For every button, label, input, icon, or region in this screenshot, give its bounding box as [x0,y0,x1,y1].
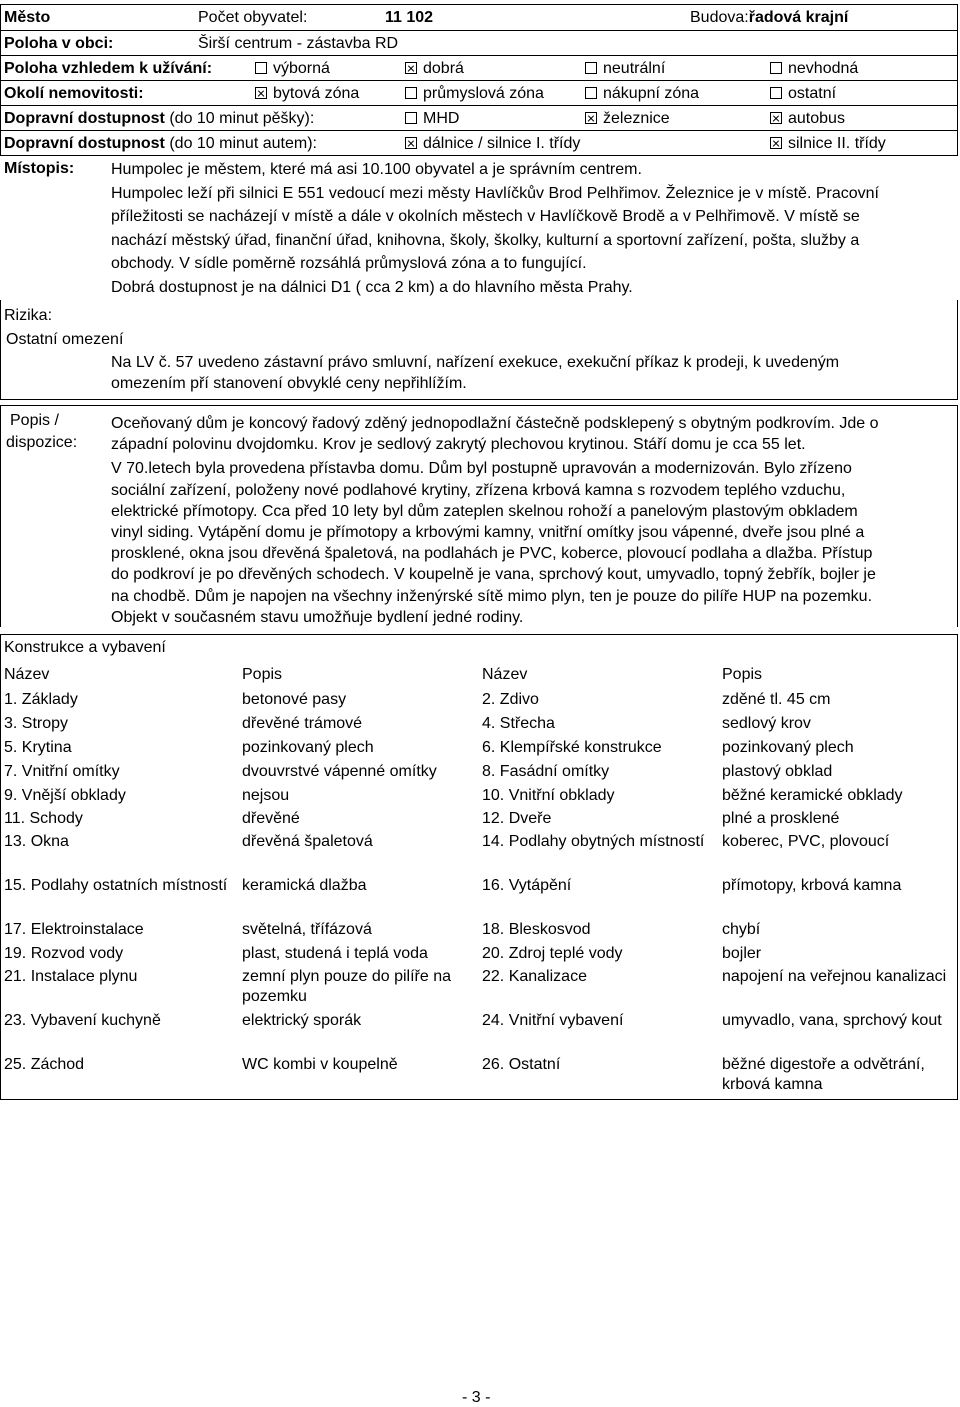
table-cell-popis: elektrický sporák [242,1012,362,1029]
okoli-label: Okolí nemovitosti: [4,85,144,102]
checkbox-icon [770,62,782,74]
poloha-obec-label: Poloha v obci: [4,35,114,52]
option-label: dálnice / silnice I. třídy [423,135,581,152]
table-cell-nazev: 8. Fasádní omítky [482,763,610,780]
text-line: na chodbě. Dům je napojen na všechny inženýrské sítě mimo plyn, ten je pouze do pilíře HUP na pozemku. [111,587,873,605]
checkbox-icon [255,62,267,74]
checkbox-icon [405,112,417,124]
dopravni-pesky-label [4,110,314,128]
option-silnice-ii[interactable] [770,135,886,153]
table-cell-popis: běžné keramické obklady [722,787,903,804]
text-line: V 70.letech byla provedena přístavba domu. Dům byl postupně upravován a modernizován. Bylo zřízeno [111,460,852,478]
option-label: výborná [273,60,330,77]
poloha-obec-value: Širší centrum - zástavba RD [198,35,399,52]
table-cell-popis: plné a prosklené [722,810,840,827]
table-cell-nazev: 23. Vybavení kuchyně [4,1012,161,1029]
text-line: nachází městský úřad, finanční úřad, knihovna, školy, školky, kulturní a sportovní zařízení, pošta, služby a [111,231,860,249]
mistopis-label: Místopis: [4,160,75,177]
table-cell-nazev: 6. Klempířské konstrukce [482,739,662,756]
budova-label: Budova: [690,9,749,26]
table-cell-nazev: 4. Střecha [482,715,555,732]
table-cell-popis: koberec, PVC, plovoucí [722,833,890,850]
table-cell-popis: nejsou [242,787,290,804]
header-nazev-2: Název [482,666,528,683]
checkbox-checked-icon [585,112,597,124]
text-line: Dobrá dostupnost je na dálnici D1 ( cca 2 km) a do hlavního města Prahy. [111,278,633,296]
text-line: elektrické přímotopy. Cca před 10 lety byl dům zateplen skelnou rohoží a panelovým plastovým obkladem [111,502,858,520]
text-line: příležitosti se nacházejí v místě a dále v okolních městech v Havlíčkově Brodě a v Pelhřimově. V místě se [111,208,860,225]
text-line: sociální zařízení, položeny nové podlahové krytiny, zřízena krbová kamna s rozvodem teplého vzduchu, [111,481,846,499]
table-cell-popis: pozinkovaný plech [242,739,374,756]
table-cell-nazev: 26. Ostatní [482,1056,561,1073]
table-cell-nazev: 19. Rozvod vody [4,945,124,962]
option-prumyslova-zona[interactable] [405,85,544,103]
table-cell-nazev: 21. Instalace plynu [4,968,138,985]
option-label: neutrální [603,60,666,77]
option-label: železnice [603,110,670,127]
table-cell-popis: přímotopy, krbová kamna [722,877,902,894]
table-cell-popis: betonové pasy [242,691,347,708]
table-cell-nazev: 22. Kanalizace [482,968,587,985]
option-label: bytová zóna [273,85,360,102]
option-label: MHD [423,110,460,127]
poloha-uzivani-label: Poloha vzhledem k užívání: [4,60,213,77]
dopravni-label-bold: Dopravní dostupnost [4,135,165,152]
table-cell-nazev: 11. Schody [4,810,83,827]
table-cell-popis: sedlový krov [722,715,811,732]
table-cell-popis: dřevěné [242,810,300,827]
header-nazev-1: Název [4,666,50,683]
dopravni-label-rest: (do 10 minut autem): [164,135,317,152]
dispozice-label: dispozice: [6,434,78,451]
checkbox-icon [585,87,597,99]
checkbox-checked-icon [405,62,417,74]
mistopis-text [111,158,879,299]
dopravni-label-rest: (do 10 minut pěšky): [164,110,315,127]
checkbox-icon [770,87,782,99]
table-cell-nazev: 3. Stropy [4,715,69,732]
option-dobra[interactable] [405,60,464,78]
table-cell-popis: zděné tl. 45 cm [722,691,831,708]
table-cell-nazev: 24. Vnitřní vybavení [482,1012,624,1029]
option-nakupni-zona[interactable] [585,85,699,103]
text-line: Objekt v současném stavu umožňuje bydlení jedné rodiny. [111,608,524,626]
pocet-obyvatel-label: Počet obyvatel: [198,9,308,26]
table-cell-nazev: 17. Elektroinstalace [4,921,144,938]
pocet-obyvatel-value: 11 102 [385,9,434,26]
table-cell-popis: WC kombi v koupelně [242,1056,398,1073]
option-neutralni[interactable] [585,60,665,78]
option-label: autobus [788,110,845,127]
text-line: západní polovinu dvojdomku. Krov je sedlový zakrytý plechovou krytinou. Stáří domu je cca 55 let. [111,436,806,454]
text-line: obchody. V sídle poměrně rozsáhlá průmyslová zóna a to fungující. [111,255,587,272]
table-cell-nazev: 14. Podlahy obytných místností [482,833,705,850]
table-cell-nazev: 12. Dveře [482,810,552,827]
table-cell-nazev: 16. Vytápění [482,877,572,894]
table-cell-popis: napojení na veřejnou kanalizaci [722,968,947,985]
checkbox-checked-icon [770,137,782,149]
text-line: Humpolec je městem, které má asi 10.100 obyvatel a je správním centrem. [111,161,642,178]
text-line: Oceňovaný dům je koncový řadový zděný jednopodlažní částečně podsklepený s obytným podkrovím. Jde o [111,415,879,432]
option-mhd[interactable] [405,110,459,128]
table-cell-nazev: 7. Vnitřní omítky [4,763,120,780]
option-dalnice[interactable] [405,135,580,153]
table-cell-nazev: 20. Zdroj teplé vody [482,945,623,962]
option-label: silnice II. třídy [788,135,886,152]
budova-value: řadová krajní [748,9,849,26]
table-cell-popis: pozinkovaný plech [722,739,854,756]
table-cell-nazev: 10. Vnitřní obklady [482,787,615,804]
table-cell-popis: keramická dlažba [242,877,367,894]
option-ostatni[interactable] [770,85,836,103]
option-zeleznice[interactable] [585,110,670,128]
header-popis-2: Popis [722,666,763,683]
budova-field [690,9,848,27]
option-label: ostatní [788,85,837,102]
table-cell-nazev: 15. Podlahy ostatních místností [4,877,228,894]
table-cell-popis: bojler [722,945,762,962]
checkbox-checked-icon [255,87,267,99]
checkbox-checked-icon [405,137,417,149]
konstrukce-title: Konstrukce a vybavení [4,639,166,656]
table-cell-popis: světelná, třífázová [242,921,372,938]
rizika-label: Rizika: [4,307,53,324]
text-line: Humpolec leží při silnici E 551 vedoucí mezi městy Havlíčkův Brod Pelhřimov. Železnice je v místě. Pracovní [111,184,879,202]
table-cell-nazev: 1. Základy [4,691,78,708]
option-autobus[interactable] [770,110,845,128]
text-line: prosklené, okna jsou dřevěná špaletová, na podlahách je PVC, koberce, plovoucí podlaha a dlažba. Přístup [111,545,873,563]
table-cell-popis: zemní plyn pouze do pilíře na pozemku [242,968,452,1005]
mesto-label: Město [4,9,51,26]
table-cell-popis: dřevěné trámové [242,715,363,732]
table-cell-popis: dřevěná špaletová [242,833,373,850]
page-number: - 3 - [462,1389,491,1406]
table-cell-popis: dvouvrstvé vápenné omítky [242,763,437,780]
table-cell-popis: umyvadlo, vana, sprchový kout [722,1012,942,1029]
table-cell-nazev: 5. Krytina [4,739,72,756]
checkbox-icon [585,62,597,74]
option-bytova-zona[interactable] [255,85,359,103]
option-nevhodna[interactable] [770,60,858,78]
table-cell-nazev: 13. Okna [4,833,69,850]
text-line: Na LV č. 57 uvedeno zástavní právo smluvní, nařízení exekuce, exekuční příkaz k prodeji, k uvedeným [111,354,840,371]
popis-label: Popis / [10,412,59,429]
option-label: průmyslová zóna [423,85,544,102]
table-cell-popis: běžné digestoře a odvětrání, krbová kamna [722,1056,925,1093]
header-popis-1: Popis [242,666,283,683]
table-cell-nazev: 25. Záchod [4,1056,85,1073]
table-cell-nazev: 2. Zdivo [482,691,539,708]
option-label: dobrá [423,60,464,77]
dopravni-autem-label [4,135,317,153]
table-cell-popis: plast, studená i teplá voda [242,945,428,962]
table-cell-popis: chybí [722,921,761,938]
checkbox-checked-icon [770,112,782,124]
table-cell-popis: plastový obklad [722,763,833,780]
option-label: nevhodná [788,60,859,77]
popis-text [111,413,879,628]
ostatni-omezeni-label: Ostatní omezení [6,331,124,348]
text-line: omezením pří stanovení obvyklé ceny nepřihlížím. [111,375,467,392]
option-vyborna[interactable] [255,60,330,78]
option-label: nákupní zóna [603,85,700,102]
table-cell-nazev: 18. Bleskosvod [482,921,591,938]
text-line: vinyl siding. Vytápění domu je přímotopy a krbovými kamny, vnitřní omítky jsou vápenné, dveře jsou plné a [111,524,865,542]
checkbox-icon [405,87,417,99]
dopravni-label-bold: Dopravní dostupnost [4,110,165,127]
table-cell-nazev: 9. Vnější obklady [4,787,126,804]
text-line: do podkroví je po dřevěných schodech. V koupelně je vana, sprchový kout, umyvadlo, topný žebřík, bojler je [111,566,876,584]
rizika-text [111,352,839,394]
